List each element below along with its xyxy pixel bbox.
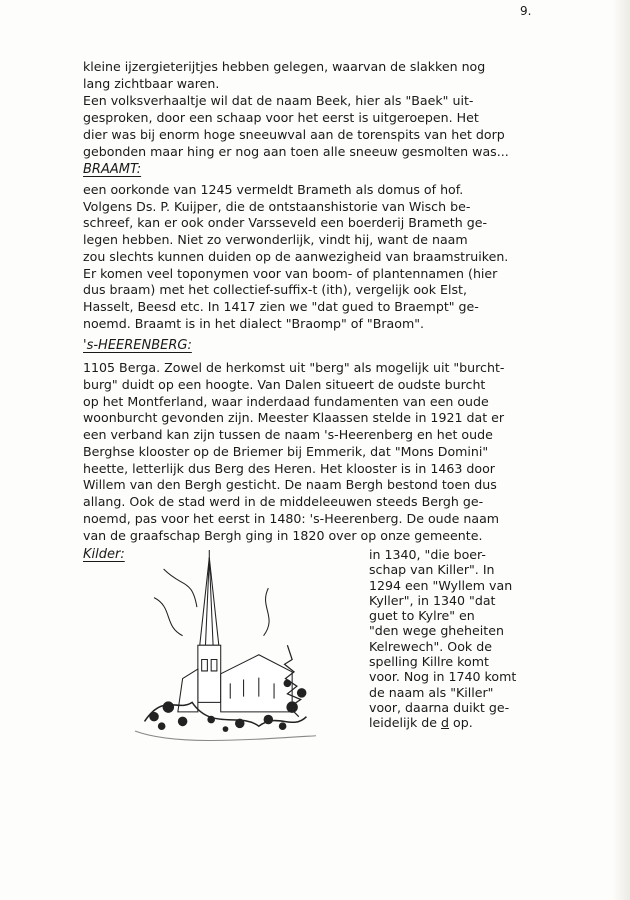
text-line: zou slechts kunnen duiden op de aanwezigheid van braamstruiken. — [83, 248, 509, 264]
heading-braamt: BRAAMT: — [83, 162, 142, 177]
text-line: allang. Ook de stad werd in de middeleeuwen steeds Bergh ge- — [83, 494, 484, 509]
text-line: op het Montferland, waar inderdaad fundamenten van een oude — [83, 393, 489, 409]
text-fragment: op. — [449, 715, 473, 731]
text-line: heette, letterlijk dus Berg des Heren. Het klooster is in 1463 door — [83, 460, 495, 476]
heerenberg-paragraph — [83, 360, 603, 544]
braamt-paragraph — [83, 182, 603, 332]
text-line: burg" duidt op een hoogte. Van Dalen situeert de oudste burcht — [83, 376, 486, 392]
text-line: legen hebben. Niet zo verwonderlijk, vindt hij, want de naam — [83, 232, 468, 248]
text-line: kleine ijzergieterijtjes hebben gelegen, waarvan de slakken nog — [83, 59, 486, 74]
text-line: voor, daarna duikt ge- — [369, 699, 510, 715]
text-line: guet to Kylre" en — [369, 608, 475, 624]
text-line: Kelrewech". Ook de — [369, 638, 492, 654]
text-line: gebonden maar hing er nog aan toen alle sneeuw gesmolten was... — [83, 143, 509, 159]
text-line: schap van Killer". In — [369, 562, 495, 578]
text-line: gesproken, door een schaap voor het eerst is uitgeroepen. Het — [83, 109, 479, 125]
text-line: lang zichtbaar waren. — [83, 75, 220, 91]
heading-kilder: Kilder: — [83, 547, 125, 562]
text-line: noemd. Braamt is in het dialect "Braomp" of "Braom". — [83, 315, 425, 331]
text-line: dus braam) met het collectief-suffix-t (ith), vergelijk ook Elst, — [83, 282, 467, 298]
text-line: een oorkonde van 1245 vermeldt Brameth als domus of hof. — [83, 182, 464, 197]
text-line — [369, 715, 516, 730]
underlined-letter: d — [441, 715, 450, 731]
intro-paragraph — [83, 59, 603, 160]
text-line: Kyller", in 1340 "dat — [369, 592, 496, 608]
text-line: de naam als "Killer" — [369, 684, 494, 700]
text-line: Er komen veel toponymen voor van boom- of plantennamen (hier — [83, 265, 498, 281]
text-line: Hasselt, Beesd etc. In 1417 zien we "dat gued to Braempt" ge- — [83, 298, 479, 314]
text-line: schreef, kan er ook onder Varsseveld een boerderij Brameth ge- — [83, 215, 487, 231]
text-line: in 1340, "die boer- — [369, 547, 486, 562]
text-line: 1105 Berga. Zowel de herkomst uit "berg" als mogelijk uit "burcht- — [83, 360, 505, 375]
kilder-paragraph — [369, 547, 516, 731]
text-line: Willem van den Bergh gesticht. De naam Bergh bestond toen dus — [83, 477, 497, 493]
text-line: Volgens Ds. P. Kuijper, die de ontstaanshistorie van Wisch be- — [83, 198, 471, 214]
text-line: 1294 een "Wyllem van — [369, 577, 513, 593]
text-line: woonburcht gevonden zijn. Meester Klaassen stelde in 1921 dat er — [83, 410, 505, 426]
heading-heerenberg: 's-HEERENBERG: — [83, 338, 192, 353]
text-line: een verband kan zijn tussen de naam 's-Heerenberg en het oude — [83, 427, 493, 442]
text-line: "den wege gheheiten — [369, 623, 504, 639]
page-edge-shadow — [612, 0, 630, 900]
text-line: Berghse klooster op de Briemer bij Emmerik, dat "Mons Domini" — [83, 443, 489, 459]
text-line: noemd, pas voor het eerst in 1480: 's-Heerenberg. De oude naam — [83, 510, 500, 526]
page-number: 9. — [520, 4, 532, 18]
text-line: dier was bij enorm hoge sneeuwval aan de torenspits van het dorp — [83, 126, 505, 142]
text-line: Een volksverhaaltje wil dat de naam Beek, hier als "Baek" uit- — [83, 92, 474, 108]
text-line: spelling Killre komt — [369, 654, 489, 670]
text-line: van de graafschap Bergh ging in 1820 over op onze gemeente. — [83, 527, 483, 543]
text-line: voor. Nog in 1740 komt — [369, 669, 517, 685]
text-fragment: leidelijk de — [369, 715, 442, 731]
church-illustration — [120, 550, 350, 750]
